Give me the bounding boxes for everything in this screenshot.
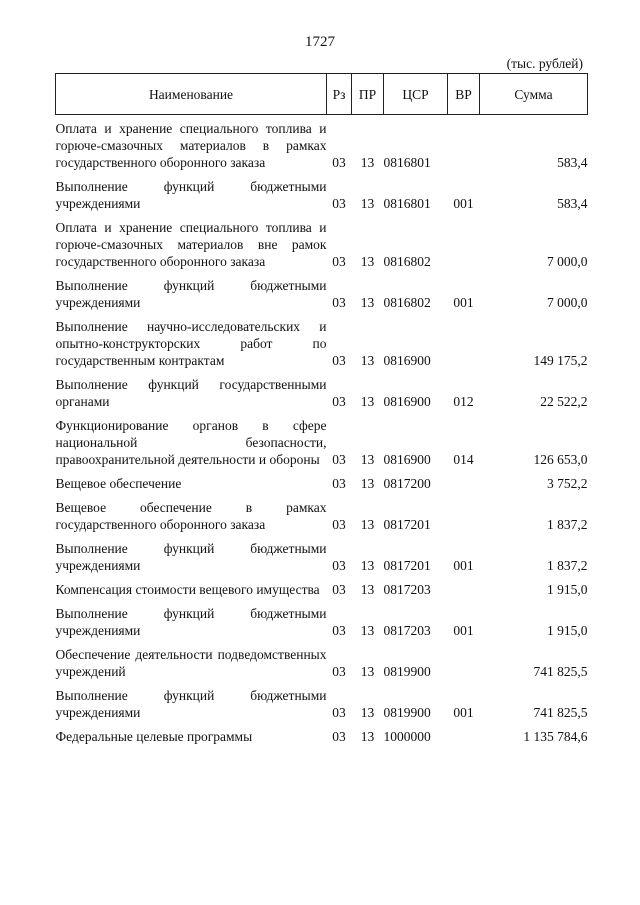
- cell-name: Вещевое обеспечение в рамках государственного оборонного заказа: [55, 500, 327, 532]
- cell-sum: 22 522,2: [540, 394, 588, 409]
- row-spacer-cell: [56, 212, 588, 219]
- table-row: [56, 581, 588, 598]
- cell-sum: 7 000,0: [547, 295, 588, 310]
- cell-csr: 0816900: [383, 394, 431, 409]
- cell-rz: 03: [332, 196, 346, 211]
- cell-pr: 13: [360, 452, 375, 467]
- cell-name: Оплата и хранение специального топлива и горюче-смазочных материалов вне рамок государственного оборонного заказа: [55, 220, 327, 269]
- cell-csr: 0819900: [383, 705, 431, 720]
- cell-sum: 126 653,0: [533, 452, 588, 467]
- cell-vr: [448, 581, 480, 598]
- row-spacer-cell: [56, 410, 588, 417]
- row-spacer-cell: [56, 369, 588, 376]
- cell-rz: 03: [332, 476, 346, 491]
- row-spacer-cell: [56, 680, 588, 687]
- cell-rz: 03: [332, 623, 346, 638]
- cell-sum: 583,4: [557, 155, 588, 170]
- table-body: [56, 115, 588, 746]
- cell-csr: 0819900: [383, 664, 431, 679]
- cell-vr: 001: [453, 623, 474, 638]
- row-spacer: [56, 171, 588, 178]
- row-spacer: [56, 574, 588, 581]
- cell-name: Обеспечение деятельности подведомственных учреждений: [55, 647, 327, 679]
- table-row: [56, 540, 588, 574]
- cell-name: Функционирование органов в сфере национальной безопасности, правоохранительной деятельности и обороны: [55, 418, 327, 467]
- cell-rz: 03: [332, 452, 346, 467]
- page-number: 1727: [305, 34, 335, 50]
- header-csr: ЦСР: [384, 74, 448, 115]
- cell-rz: 03: [332, 517, 346, 532]
- row-spacer-cell: [56, 721, 588, 728]
- table-row: [56, 417, 588, 468]
- row-spacer-cell: [56, 639, 588, 646]
- cell-pr: 13: [360, 705, 375, 720]
- cell-vr: [448, 728, 480, 745]
- header-vr: ВР: [448, 74, 480, 115]
- cell-vr: 001: [453, 558, 474, 573]
- cell-rz: 03: [332, 705, 346, 720]
- table-row: [56, 219, 588, 270]
- cell-sum: 741 825,5: [533, 705, 588, 720]
- cell-csr: 0816802: [383, 295, 431, 310]
- row-spacer-cell: [56, 598, 588, 605]
- table-row: [56, 120, 588, 171]
- row-spacer: [56, 212, 588, 219]
- cell-rz: 03: [332, 729, 346, 744]
- cell-sum: 1 915,0: [547, 623, 588, 638]
- cell-vr: [448, 475, 480, 492]
- cell-sum: 1 135 784,6: [523, 729, 588, 744]
- cell-sum: 583,4: [557, 196, 588, 211]
- cell-csr: 0816802: [383, 254, 431, 269]
- cell-vr: [448, 499, 480, 533]
- units-note: (тыс. рублей): [506, 56, 583, 71]
- cell-vr: 001: [453, 295, 474, 310]
- cell-pr: 13: [360, 196, 375, 211]
- cell-sum: 1 837,2: [547, 558, 588, 573]
- row-spacer-cell: [56, 270, 588, 277]
- header-pr: ПР: [352, 74, 384, 115]
- cell-pr: 13: [360, 394, 375, 409]
- cell-pr: 13: [360, 558, 375, 573]
- cell-sum: 3 752,2: [547, 476, 588, 491]
- row-spacer-cell: [56, 468, 588, 475]
- row-spacer: [56, 410, 588, 417]
- row-spacer: [56, 369, 588, 376]
- cell-pr: 13: [360, 254, 375, 269]
- cell-vr: 001: [453, 196, 474, 211]
- cell-sum: 7 000,0: [547, 254, 588, 269]
- table-row: [56, 646, 588, 680]
- cell-vr: [448, 318, 480, 369]
- cell-csr: 0817201: [383, 517, 431, 532]
- cell-rz: 03: [332, 295, 346, 310]
- cell-sum: 1 915,0: [547, 582, 588, 597]
- row-spacer: [56, 311, 588, 318]
- cell-csr: 0816900: [383, 452, 431, 467]
- table-row: [56, 178, 588, 212]
- cell-sum: 741 825,5: [533, 664, 588, 679]
- table-header: [56, 74, 588, 115]
- cell-pr: 13: [360, 729, 375, 744]
- cell-rz: 03: [332, 582, 346, 597]
- cell-rz: 03: [332, 664, 346, 679]
- cell-name: Выполнение функций бюджетными учреждениями: [55, 179, 327, 211]
- header-sum: Сумма: [480, 74, 588, 115]
- row-spacer-cell: [56, 311, 588, 318]
- header-rz: Рз: [327, 74, 352, 115]
- cell-sum: 149 175,2: [533, 353, 588, 368]
- table-row: [56, 499, 588, 533]
- budget-table: [55, 73, 588, 745]
- cell-pr: 13: [360, 582, 375, 597]
- cell-rz: 03: [332, 394, 346, 409]
- cell-vr: 001: [453, 705, 474, 720]
- table-row: [56, 687, 588, 721]
- cell-vr: 014: [453, 452, 474, 467]
- cell-sum: 1 837,2: [547, 517, 588, 532]
- row-spacer: [56, 598, 588, 605]
- row-spacer-cell: [56, 171, 588, 178]
- cell-csr: 0816900: [383, 353, 431, 368]
- row-spacer: [56, 468, 588, 475]
- cell-csr: 0816801: [383, 155, 431, 170]
- table-row: [56, 376, 588, 410]
- cell-vr: [448, 646, 480, 680]
- cell-pr: 13: [360, 155, 375, 170]
- cell-name: Выполнение функций бюджетными учреждениями: [55, 278, 327, 310]
- cell-csr: 0817201: [383, 558, 431, 573]
- cell-rz: 03: [332, 353, 346, 368]
- table-row: [56, 475, 588, 492]
- cell-name: Федеральные целевые программы: [55, 729, 253, 744]
- row-spacer-cell: [56, 492, 588, 499]
- cell-pr: 13: [360, 664, 375, 679]
- row-spacer-cell: [56, 574, 588, 581]
- cell-vr: [448, 219, 480, 270]
- cell-csr: 1000000: [383, 729, 431, 744]
- row-spacer: [56, 680, 588, 687]
- cell-rz: 03: [332, 155, 346, 170]
- cell-vr: 012: [453, 394, 474, 409]
- cell-vr: [448, 120, 480, 171]
- cell-pr: 13: [360, 353, 375, 368]
- cell-name: Выполнение функций бюджетными учреждениями: [55, 541, 327, 573]
- row-spacer: [56, 533, 588, 540]
- cell-name: Оплата и хранение специального топлива и горюче-смазочных материалов в рамках государственного оборонного заказа: [55, 121, 327, 170]
- cell-pr: 13: [360, 476, 375, 491]
- row-spacer-cell: [56, 533, 588, 540]
- cell-csr: 0817200: [383, 476, 431, 491]
- cell-pr: 13: [360, 295, 375, 310]
- cell-name: Выполнение функций бюджетными учреждениями: [55, 606, 327, 638]
- cell-rz: 03: [332, 558, 346, 573]
- cell-name: Выполнение функций бюджетными учреждениями: [55, 688, 327, 720]
- cell-name: Выполнение научно-исследовательских и опытно-конструкторских работ по государственным контрактам: [55, 319, 327, 368]
- cell-pr: 13: [360, 517, 375, 532]
- cell-pr: 13: [360, 623, 375, 638]
- header-name: Наименование: [56, 74, 327, 115]
- cell-name: Выполнение функций государственными органами: [55, 377, 327, 409]
- table-row: [56, 318, 588, 369]
- cell-csr: 0817203: [383, 582, 431, 597]
- table-row: [56, 277, 588, 311]
- cell-name: Вещевое обеспечение: [55, 476, 182, 491]
- cell-name: Компенсация стоимости вещевого имущества: [55, 582, 320, 597]
- cell-csr: 0817203: [383, 623, 431, 638]
- cell-rz: 03: [332, 254, 346, 269]
- row-spacer: [56, 270, 588, 277]
- table-row: [56, 605, 588, 639]
- row-spacer: [56, 492, 588, 499]
- table-row: [56, 728, 588, 745]
- row-spacer: [56, 639, 588, 646]
- cell-csr: 0816801: [383, 196, 431, 211]
- row-spacer: [56, 721, 588, 728]
